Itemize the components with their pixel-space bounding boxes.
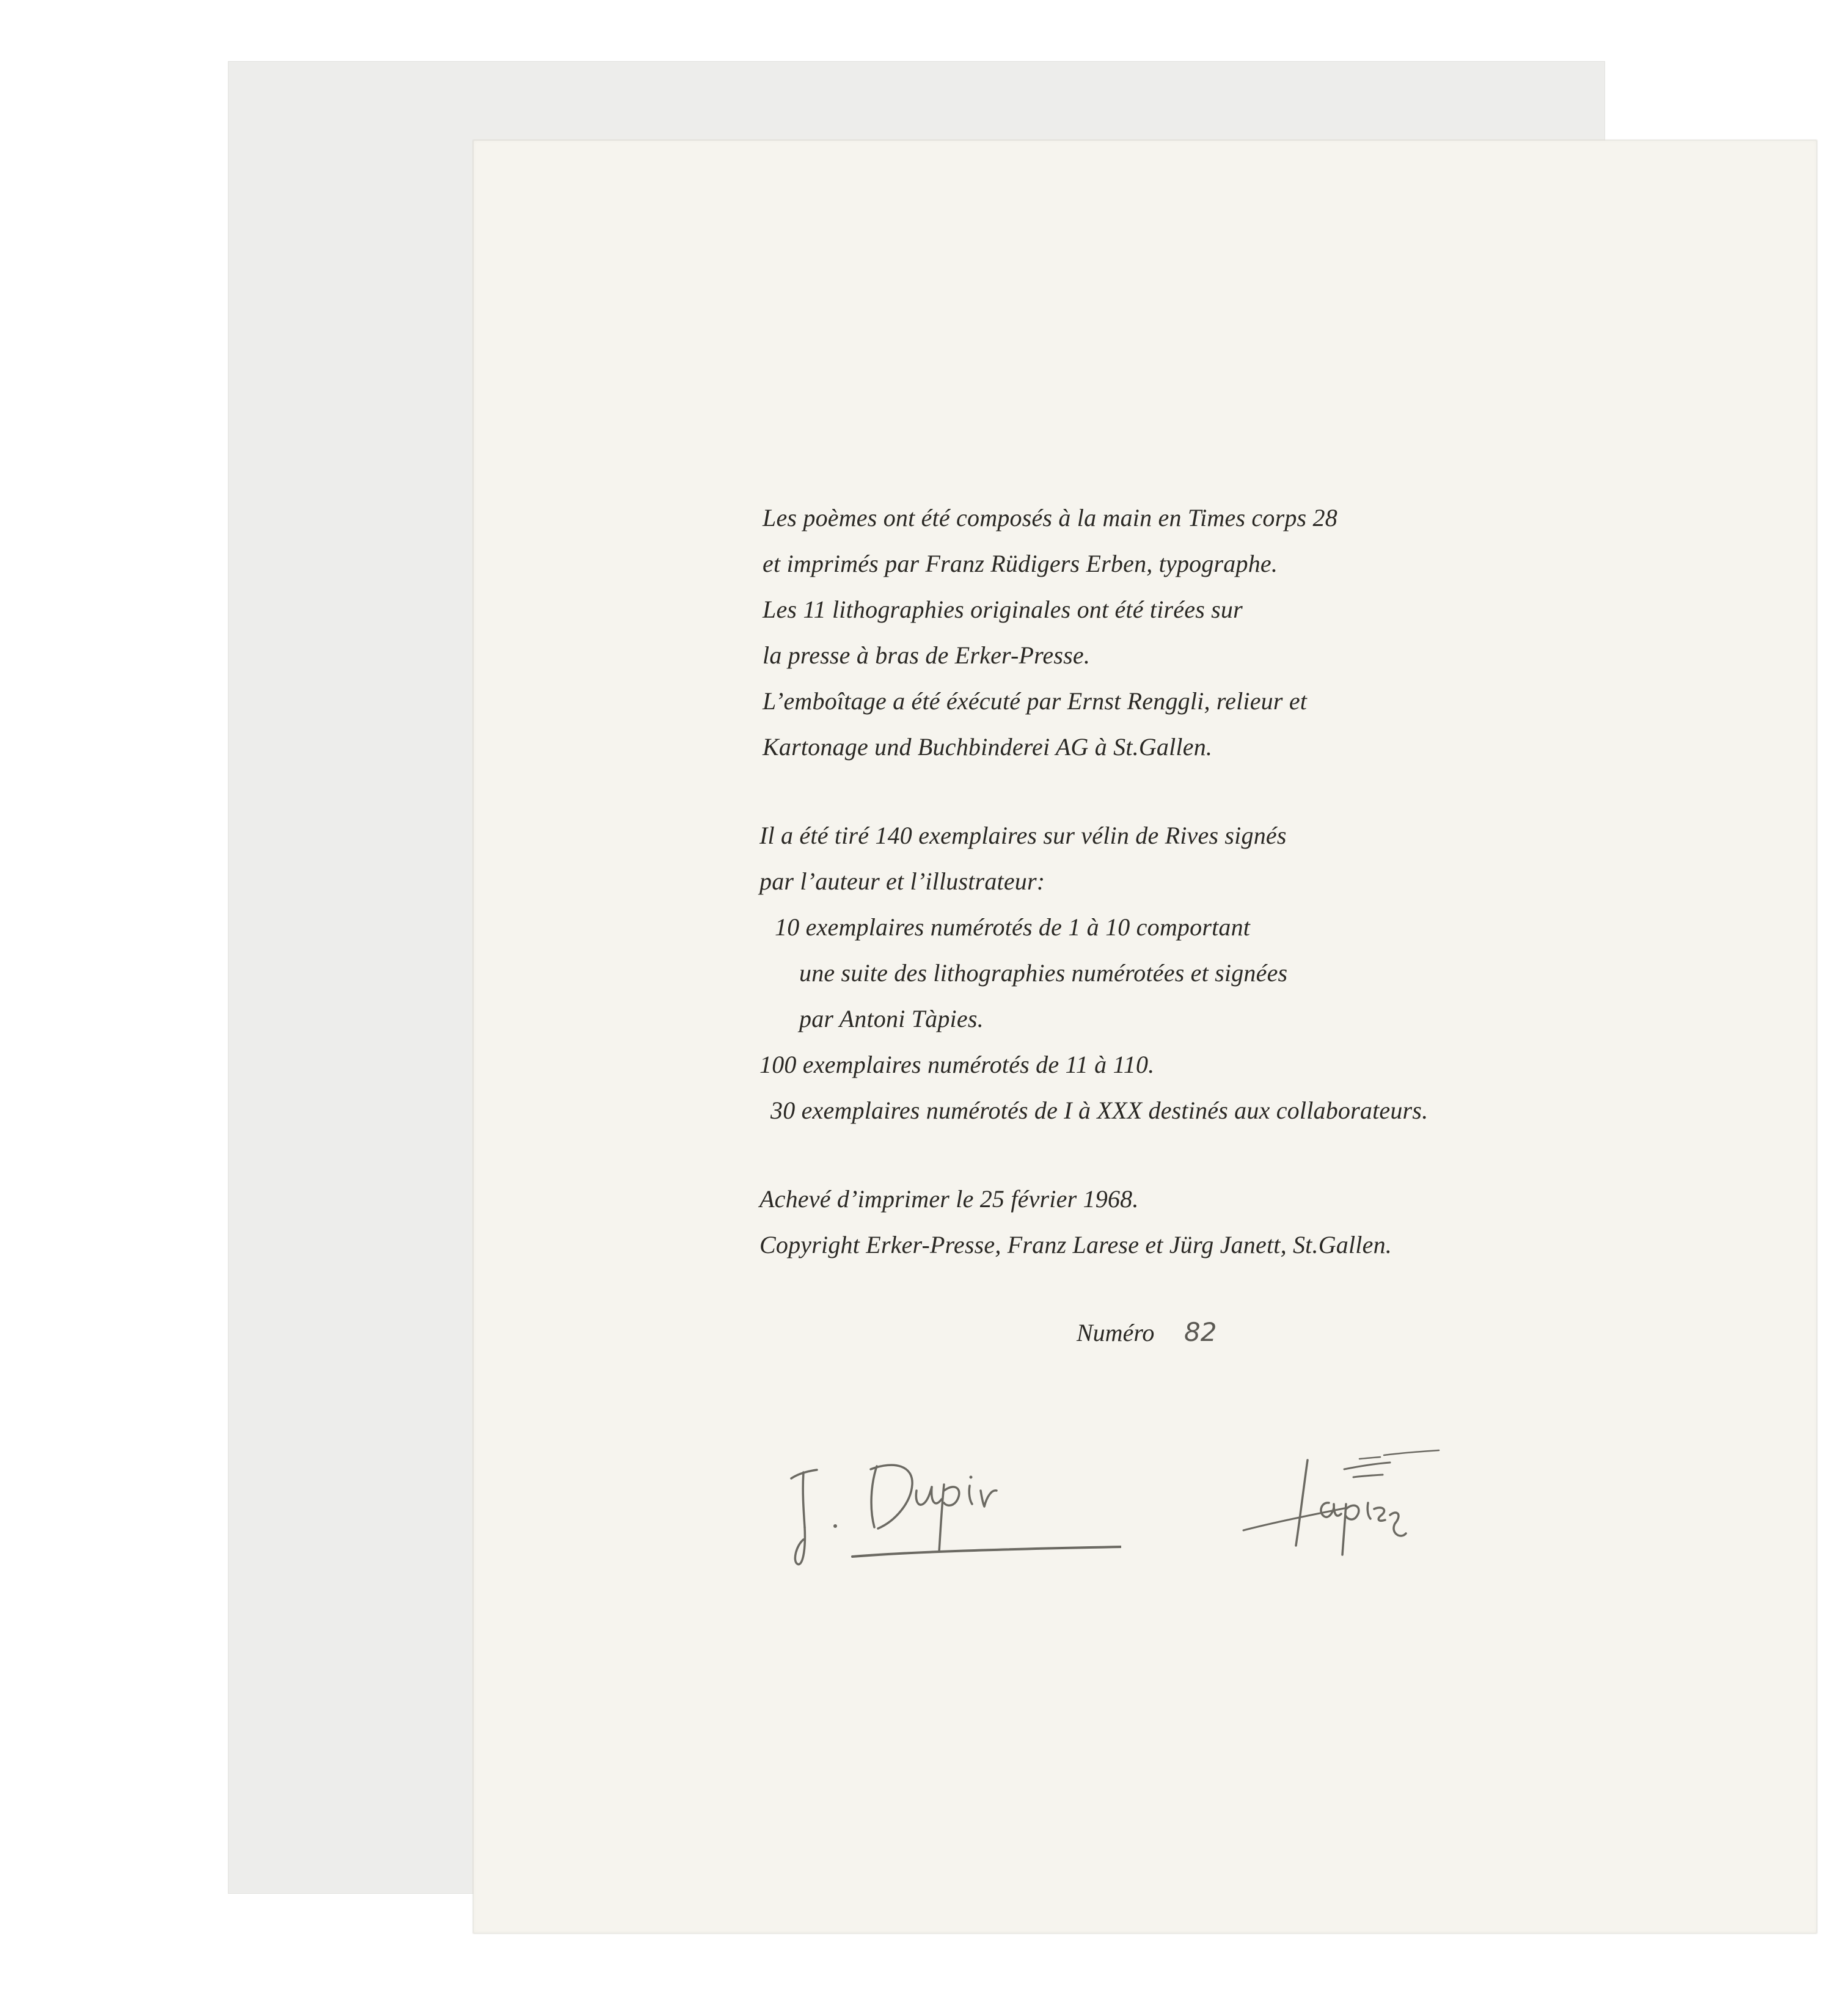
colophon-line: Les poèmes ont été composés à la main en Times corps 28 xyxy=(763,504,1337,531)
numero-label: Numéro xyxy=(1077,1319,1155,1346)
colophon-line: par Antoni Tàpies. xyxy=(799,1005,984,1032)
colophon-line: 100 exemplaires numérotés de 11 à 110. xyxy=(759,1051,1155,1078)
colophon-line: Les 11 lithographies originales ont été tirées sur xyxy=(763,596,1243,623)
colophon-line: Copyright Erker-Presse, Franz Larese et Jürg Janett, St.Gallen. xyxy=(759,1231,1392,1258)
colophon-line: par l’auteur et l’illustrateur: xyxy=(759,867,1045,895)
colophon-line: 30 exemplaires numérotés de I à XXX destinés aux collaborateurs. xyxy=(770,1097,1429,1124)
mount-board xyxy=(228,61,1605,1894)
author-signature xyxy=(779,1448,1121,1570)
colophon-line: la presse à bras de Erker-Presse. xyxy=(763,641,1091,669)
colophon-line: Achevé d’imprimer le 25 février 1968. xyxy=(759,1185,1139,1213)
colophon-line: une suite des lithographies numérotées et signées xyxy=(799,959,1288,987)
numero-value: 82 xyxy=(1184,1317,1217,1347)
colophon-line: Il a été tiré 140 exemplaires sur vélin de Rives signés xyxy=(759,822,1287,849)
colophon-text xyxy=(474,141,1817,1933)
illustrator-signature xyxy=(1237,1442,1482,1570)
colophon-line: L’emboîtage a été éxécuté par Ernst Renggli, relieur et xyxy=(763,687,1308,715)
colophon-line: Kartonage und Buchbinderei AG à St.Gallen. xyxy=(763,733,1213,761)
colophon-sheet xyxy=(474,141,1817,1933)
colophon-line: 10 exemplaires numérotés de 1 à 10 comportant xyxy=(775,913,1251,941)
colophon-line: et imprimés par Franz Rüdigers Erben, typographe. xyxy=(763,550,1278,577)
